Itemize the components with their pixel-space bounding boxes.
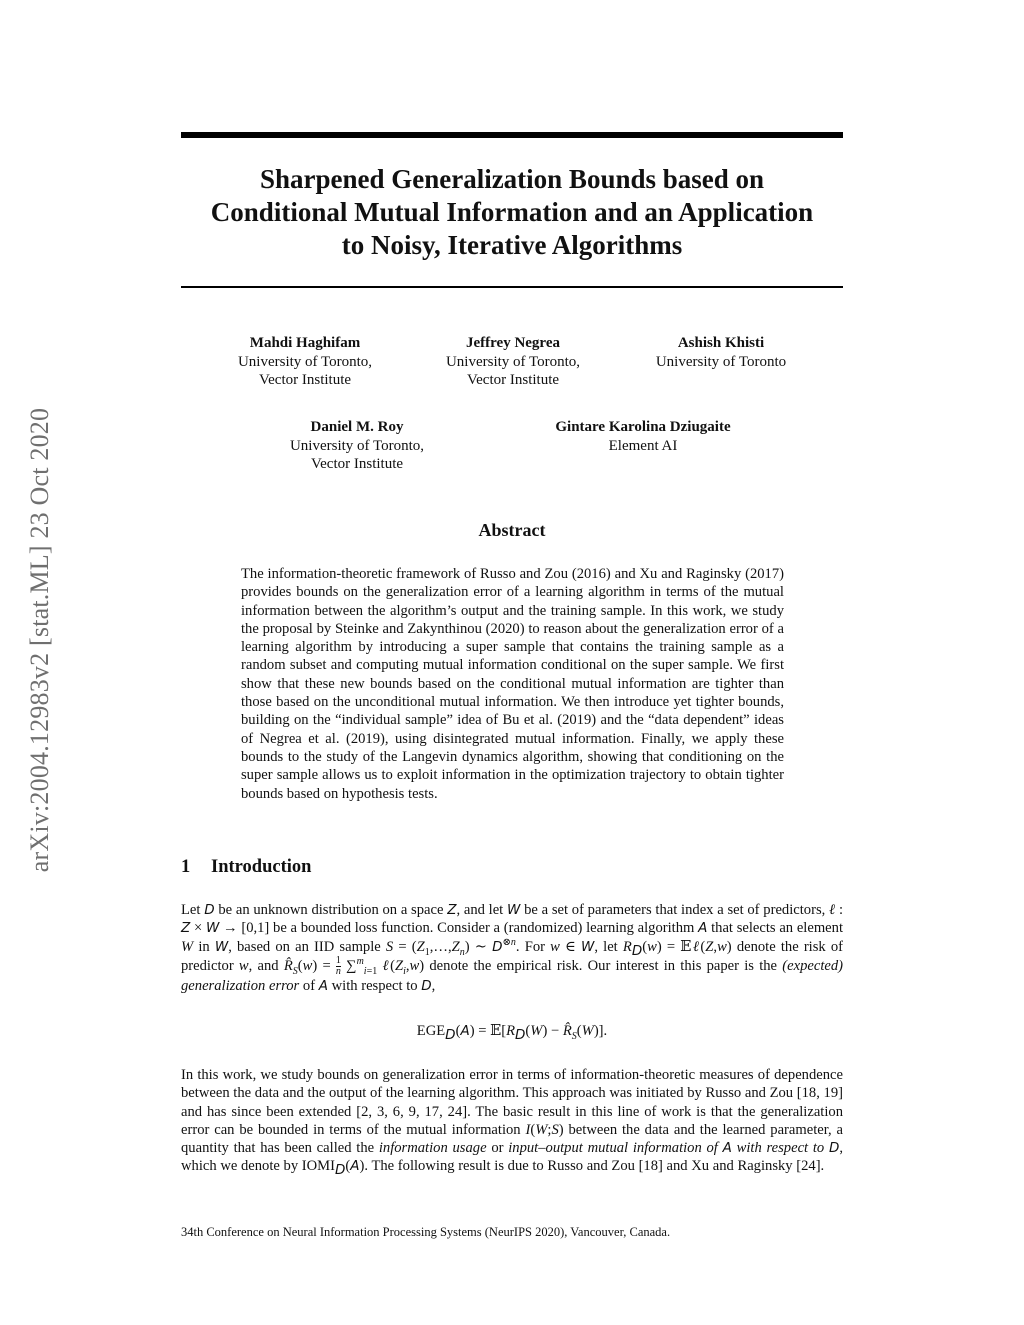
section-heading <box>181 857 311 878</box>
title-top-rule <box>181 132 843 138</box>
abstract-heading: Abstract <box>478 520 546 540</box>
intro-paragraph-2: In this work, we study bounds on generalization error in terms of information-theoretic measures of dependence between the data and the output of the learning algorithm. This approach was initiated by Russo and Zou [18, 19] and has since been extended [2, 3, 6, 9, 17, 24]. The basic result in this line of work is that the generalization error can be bounded in terms of the mutual information I(W;S) between the data and the learned parameter, a quantity that has been called the information usage or input–output mutual information of A with respect to D, which we denote by $IOMI_D(A)$. The following result is due to Russo and Zou [18] and Xu and Raginsky [24]. <box>181 1067 844 1179</box>
author-block-3 <box>634 334 808 371</box>
abstract-text: The information-theoretic framework of Russo and Zou (2016) and Xu and Raginsky (2017) provides bounds on the generalization error of a learning algorithm in terms of the mutual information between the algorithm’s output and the training sample. In this work, we study the proposal by Steinke and Zakynthinou (2020) to reason about the generalization error of a learning algorithm by introducing a super sample that contains the training sample as a random subset and computing mutual information conditional on the super sample. We first show that these new bounds based on the conditional mutual information are tighter than those based on the unconditional mutual information. We then introduce yet tighter bounds, building on the “individual sample” idea of Bu et al. (2019) and the “data dependent” ideas of Negrea et al. (2019), using disintegrated mutual information. Finally, we apply these bounds to the study of the Langevin dynamics algorithm, showing that conditioning on the super sample allows us to exploit information in the optimization trajectory to obtain tighter bounds based on hypothesis tests. <box>241 566 784 802</box>
author-affiliation: University of Toronto, <box>445 353 581 370</box>
title-bottom-rule <box>181 286 843 288</box>
title-line-3: to Noisy, Iterative Algorithms <box>341 230 683 260</box>
section-title: Introduction <box>211 857 312 877</box>
author-affiliation: Vector Institute <box>310 456 404 472</box>
paper-title <box>181 163 843 262</box>
author-affiliation: Element AI <box>608 437 678 454</box>
author-name: Ashish Khisti <box>677 335 765 351</box>
author-block-5 <box>530 418 756 455</box>
title-line-2: Conditional Mutual Information and an Application <box>210 197 814 227</box>
title-line-1: Sharpened Generalization Bounds based on <box>259 164 765 194</box>
author-affiliation: University of Toronto, <box>289 437 425 454</box>
author-affiliation: University of Toronto, <box>237 353 373 370</box>
conference-footnote: 34th Conference on Neural Information Processing Systems (NeurIPS 2020), Vancouver, Canada. <box>181 1225 671 1239</box>
author-name: Gintare Karolina Dziugaite <box>555 419 731 435</box>
arxiv-identifier-stamp: arXiv:2004.12983v2 [stat.ML] 23 Oct 2020 <box>25 407 54 873</box>
section-number: 1 <box>181 857 191 877</box>
author-block-1 <box>218 334 392 390</box>
author-block-2 <box>426 334 600 390</box>
author-name: Daniel M. Roy <box>310 419 404 435</box>
author-affiliation: Vector Institute <box>258 372 352 388</box>
author-name: Jeffrey Negrea <box>466 335 560 351</box>
intro-paragraph-1: Let D be an unknown distribution on a space Z, and let W be a set of parameters that index a set of predictors, ℓ : Z × W → [0,1] be a bounded loss function. Consider a (randomized) learning algorithm A that selects an element W in W, based on an IID sample $S = (Z_1,\dots,Z_n)$ ∼ $D^{\otimes n}$. For w ∈ W, let $R_D(w)$ = 𝔼ℓ(Z,w) denote the risk of predictor w, and $R̂_S(w)$ = $\frac{1}{n}$ ∑$^m_{i=1}$ $\ell(Z_i,w)$ denote the empirical risk. Our interest in this paper is the (expected) generalization error of A with respect to D, <box>181 902 844 994</box>
generalization-error-equation: $EGE_D(A)$ = $𝔼[R_D(W)$ − $R̂_S(W)$]. <box>416 1023 608 1043</box>
author-block-4 <box>270 418 444 474</box>
author-affiliation: Vector Institute <box>466 372 560 388</box>
author-name: Mahdi Haghifam <box>249 335 361 351</box>
author-affiliation: University of Toronto <box>655 353 787 370</box>
